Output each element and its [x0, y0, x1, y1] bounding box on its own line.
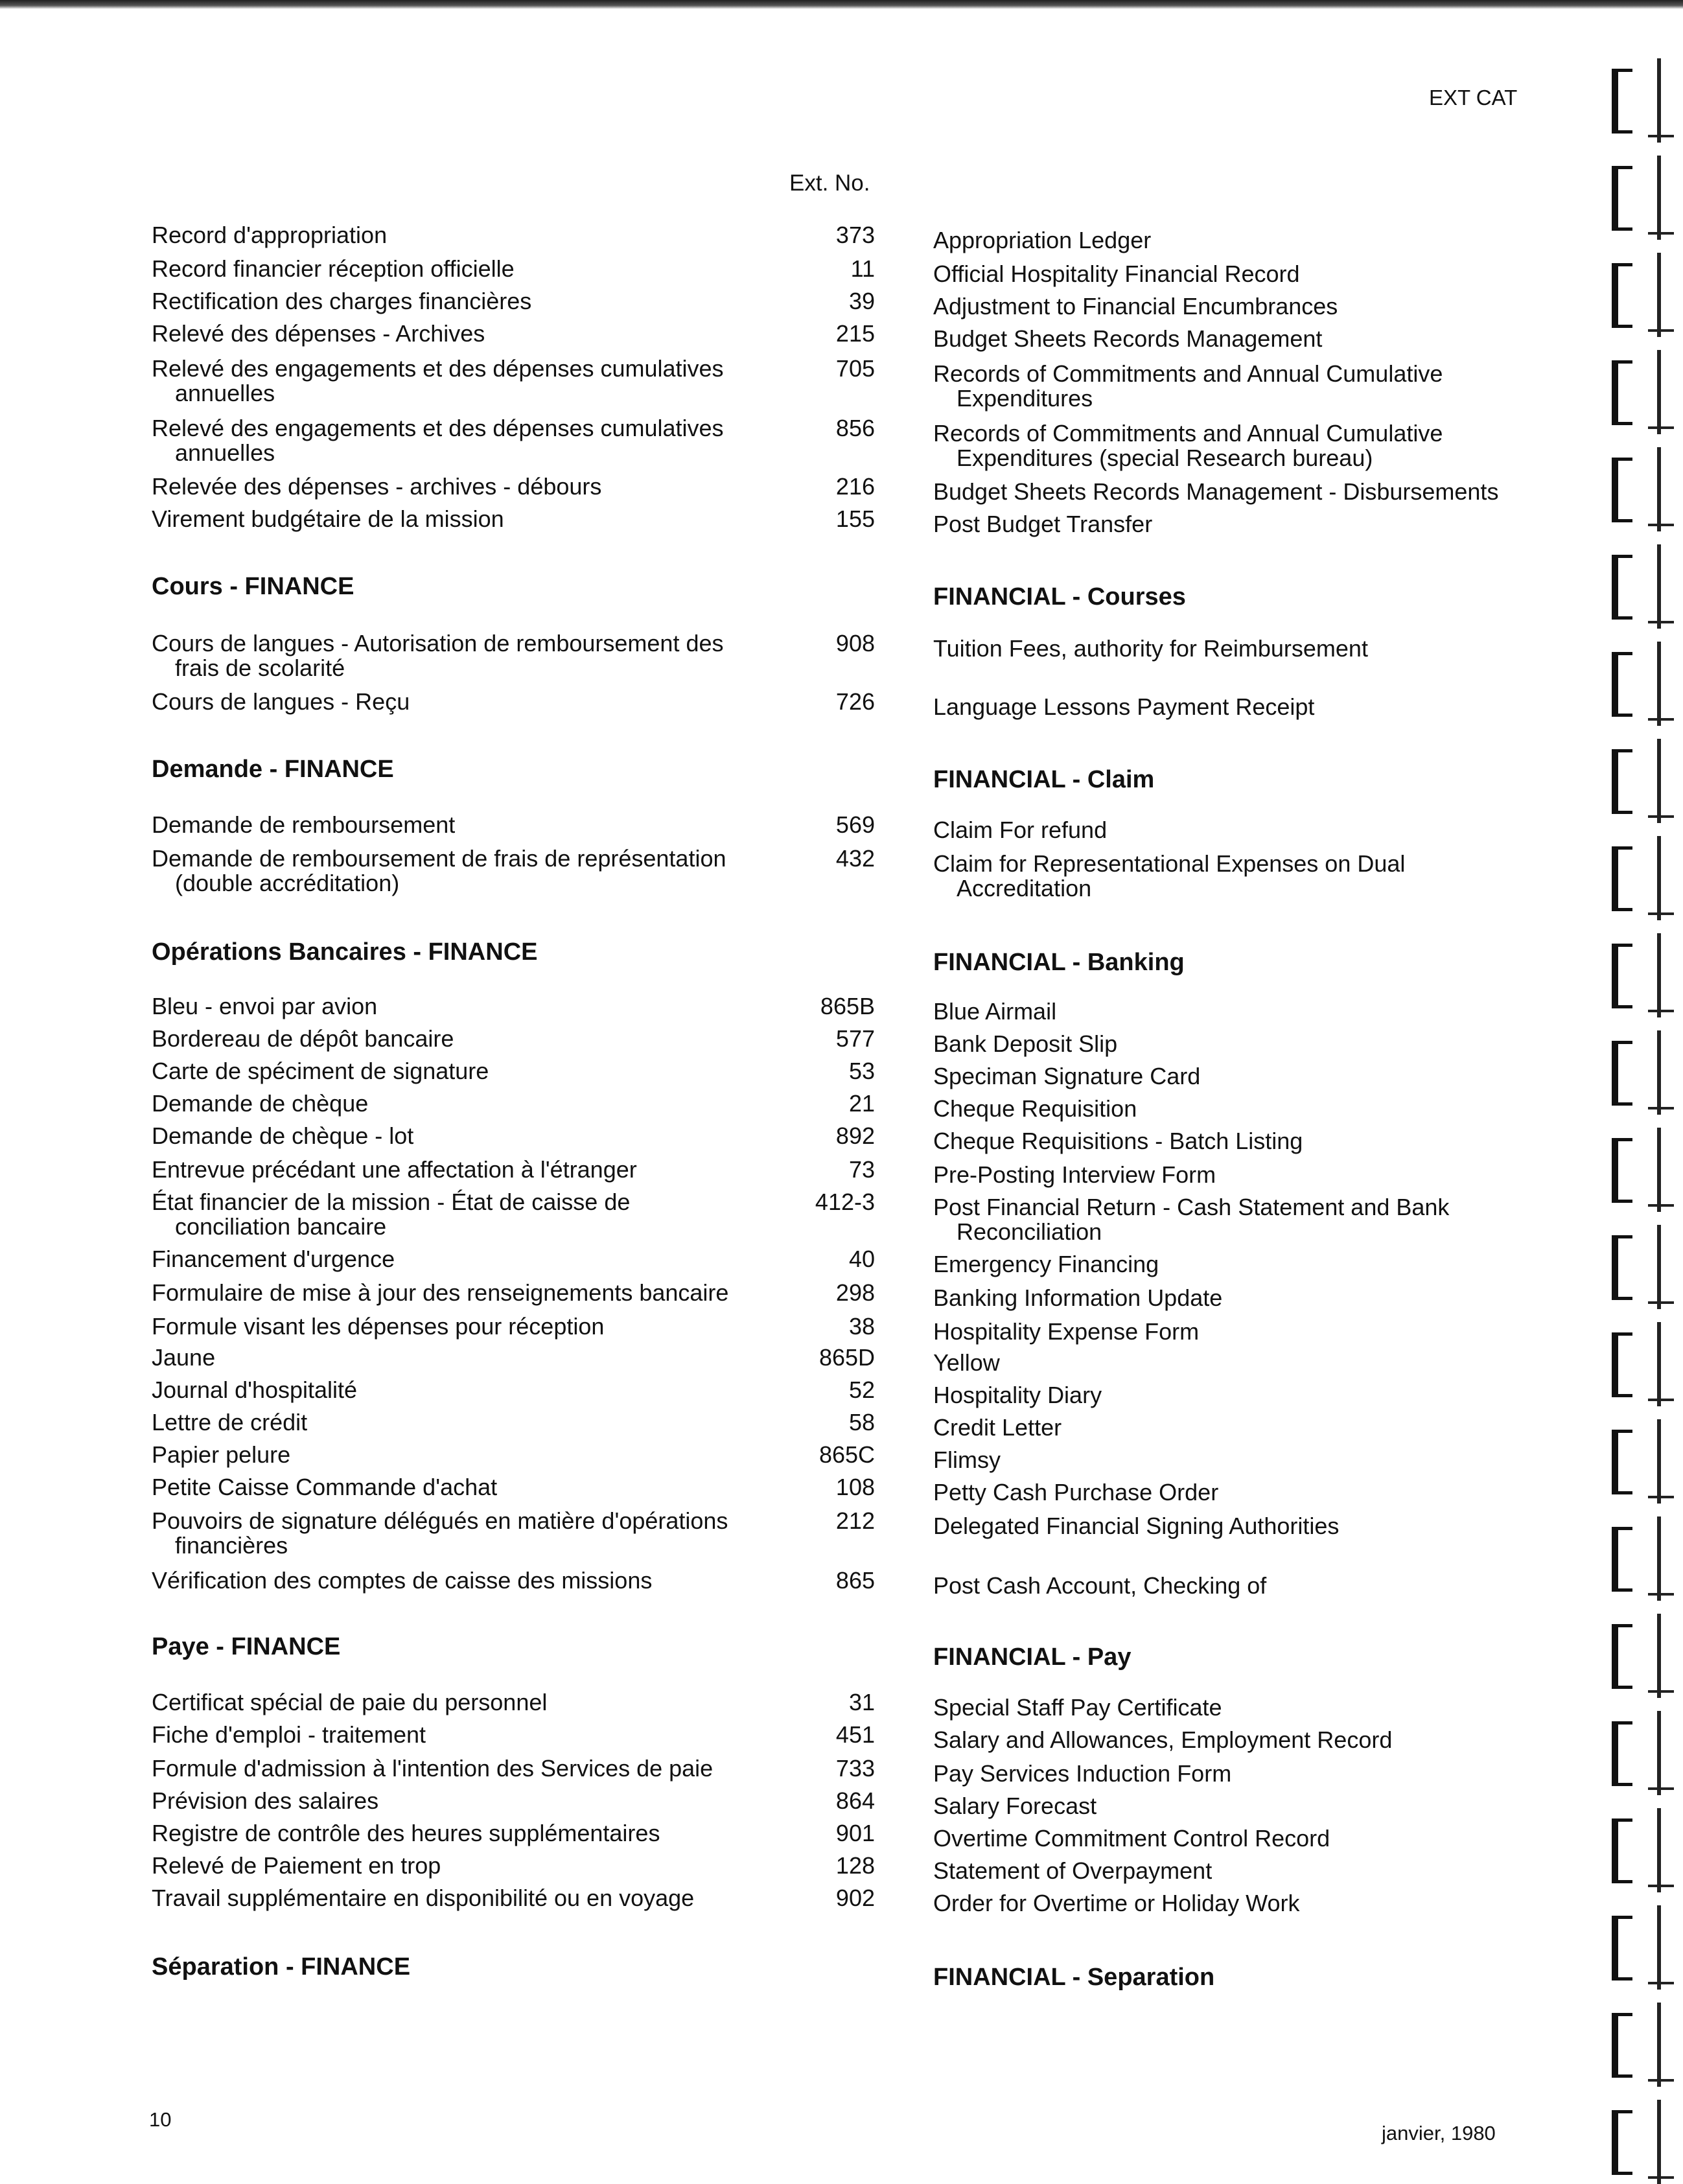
ext-number: 864 [835, 1787, 875, 1814]
form-title-fr [152, 356, 748, 406]
title-line: Cheque Requisition [933, 1095, 1137, 1122]
form-title-en [933, 480, 1529, 504]
title-line: Salary Forecast [933, 1793, 1097, 1819]
ext-number: 21 [848, 1090, 875, 1117]
form-title-en [933, 852, 1529, 901]
section-heading-fr [152, 757, 748, 782]
title-line: Cours de langues - Autorisation de remboursement des [152, 630, 724, 656]
form-title-fr [152, 1059, 748, 1084]
ext-number: 40 [848, 1246, 875, 1272]
title-line: Credit Letter [933, 1414, 1062, 1441]
form-title-en [933, 362, 1529, 411]
form-title-fr [152, 1443, 748, 1467]
form-title-fr [152, 846, 748, 896]
publication-date: janvier, 1980 [1382, 2122, 1496, 2144]
title-line: Blue Airmail [933, 998, 1057, 1025]
ext-number: 216 [835, 473, 875, 500]
title-line: Statement of Overpayment [933, 1857, 1213, 1884]
form-title-en [933, 1448, 1529, 1472]
form-title-en [933, 1480, 1529, 1505]
title-line: Language Lessons Payment Receipt [933, 693, 1315, 720]
title-line: Petty Cash Purchase Order [933, 1479, 1219, 1505]
ext-number: 902 [835, 1885, 875, 1911]
form-title-en [933, 512, 1529, 537]
title-line: Fiche d'emploi - traitement [152, 1721, 426, 1748]
title-line: Jaune [152, 1344, 216, 1371]
binding-ring [1586, 2003, 1683, 2087]
form-title-en [933, 1032, 1529, 1056]
form-title-fr [152, 1281, 748, 1305]
ext-number: 128 [835, 1852, 875, 1879]
title-line: Journal d'hospitalité [152, 1377, 358, 1403]
title-continuation: Expenditures (special Research bureau) [957, 445, 1373, 471]
section-heading-en [933, 1645, 1529, 1669]
binding-ring [1586, 156, 1683, 240]
title-line: Carte de spéciment de signature [152, 1058, 489, 1084]
title-line: Demande de chèque - lot [152, 1122, 414, 1149]
title-line: Cours de langues - Reçu [152, 688, 410, 715]
form-title-en [933, 818, 1529, 842]
ext-number: 569 [835, 811, 875, 838]
form-title-en [933, 421, 1529, 470]
ext-number: 856 [835, 415, 875, 441]
ext-number: 215 [835, 320, 875, 347]
form-title-fr [152, 1509, 748, 1558]
form-title-en [933, 1859, 1529, 1883]
form-title-en [933, 1891, 1529, 1916]
form-title-en [933, 1252, 1529, 1277]
ext-number: 373 [835, 222, 875, 248]
ext-number: 865C [818, 1441, 875, 1468]
title-continuation: frais de scolarité [175, 655, 345, 681]
form-title-en [933, 1163, 1529, 1187]
title-line: Pouvoirs de signature délégués en matière d'opérations [152, 1507, 728, 1534]
title-line: Petite Caisse Commande d'achat [152, 1474, 498, 1500]
title-continuation: annuelles [175, 439, 275, 466]
section-heading-fr [152, 940, 748, 964]
binding-ring [1586, 1322, 1683, 1406]
title-line: FINANCIAL - Claim [933, 766, 1155, 793]
form-title-en [933, 1097, 1529, 1121]
form-title-fr [152, 1027, 748, 1051]
title-line: État financier de la mission - État de caisse de [152, 1189, 631, 1215]
title-line: Post Budget Transfer [933, 511, 1153, 537]
ext-number: 865 [835, 1567, 875, 1594]
title-continuation: annuelles [175, 380, 275, 406]
form-title-en [933, 1286, 1529, 1310]
title-line: Travail supplémentaire en disponibilité ou en voyage [152, 1885, 695, 1911]
title-line: Cheque Requisitions - Batch Listing [933, 1128, 1303, 1154]
form-title-fr [152, 289, 748, 314]
title-line: Overtime Commitment Control Record [933, 1825, 1330, 1852]
title-line: Financement d'urgence [152, 1246, 395, 1272]
title-line: Delegated Financial Signing Authorities [933, 1513, 1340, 1539]
ext-number: 155 [835, 505, 875, 532]
title-line: Claim for Representational Expenses on Dual [933, 850, 1406, 877]
title-line: Paye - FINANCE [152, 1633, 341, 1660]
binding-ring [1586, 1128, 1683, 1212]
spiral-binding [1586, 0, 1683, 2150]
ext-number: 73 [848, 1156, 875, 1183]
title-continuation: Accreditation [957, 875, 1092, 901]
title-continuation: Expenditures [957, 385, 1093, 412]
form-title-fr [152, 1853, 748, 1878]
title-line: Relevé des engagements et des dépenses cumulatives [152, 355, 724, 382]
form-title-fr [152, 1190, 748, 1239]
form-title-fr [152, 1756, 748, 1781]
title-line: Demande de chèque [152, 1090, 369, 1117]
section-heading-fr [152, 1634, 748, 1659]
section-heading-fr [152, 1955, 748, 1979]
form-title-fr [152, 474, 748, 499]
binding-ring [1586, 58, 1683, 143]
title-continuation: Reconciliation [957, 1218, 1102, 1245]
section-heading-en [933, 585, 1529, 609]
form-title-fr [152, 1091, 748, 1116]
binding-ring [1586, 1614, 1683, 1698]
form-title-fr [152, 690, 748, 714]
title-line: Emergency Financing [933, 1251, 1159, 1277]
title-line: Vérification des comptes de caisse des missions [152, 1567, 653, 1594]
form-title-en [933, 695, 1529, 719]
ext-number: 865D [818, 1344, 875, 1371]
form-title-fr [152, 257, 748, 281]
catalogue-code: EXT CAT [1429, 86, 1518, 110]
title-line: Certificat spécial de paie du personnel [152, 1689, 548, 1715]
form-title-fr [152, 223, 748, 248]
section-heading-en [933, 767, 1529, 792]
ext-number: 53 [848, 1058, 875, 1084]
title-line: Banking Information Update [933, 1284, 1223, 1311]
title-line: Budget Sheets Records Management [933, 325, 1323, 352]
form-title-en [933, 1826, 1529, 1851]
binding-ring [1586, 253, 1683, 337]
title-line: Bank Deposit Slip [933, 1030, 1118, 1057]
ext-number: 908 [835, 630, 875, 656]
ext-number: 726 [835, 688, 875, 715]
title-line: Demande de remboursement [152, 811, 456, 838]
form-title-fr [152, 1345, 748, 1370]
title-line: FINANCIAL - Banking [933, 949, 1185, 976]
form-title-en [933, 1728, 1529, 1752]
binding-ring [1586, 1225, 1683, 1309]
form-title-fr [152, 1723, 748, 1747]
form-title-fr [152, 1314, 748, 1339]
title-line: Prévision des salaires [152, 1787, 379, 1814]
binding-ring [1586, 642, 1683, 726]
ext-number: 38 [848, 1313, 875, 1340]
form-title-en [933, 636, 1529, 661]
ext-number: 298 [835, 1279, 875, 1306]
title-line: Entrevue précédant une affectation à l'étranger [152, 1156, 637, 1183]
title-line: Records of Commitments and Annual Cumulative [933, 360, 1443, 387]
title-line: Budget Sheets Records Management - Disbursements [933, 478, 1499, 505]
form-title-fr [152, 507, 748, 531]
form-title-fr [152, 1886, 748, 1911]
binding-ring [1586, 933, 1683, 1017]
title-line: Pre-Posting Interview Form [933, 1161, 1216, 1188]
title-line: Record financier réception officielle [152, 255, 515, 282]
ext-number: 11 [850, 255, 875, 282]
form-title-en [933, 1351, 1529, 1375]
form-title-en [933, 1195, 1529, 1244]
title-line: Yellow [933, 1349, 1000, 1376]
form-title-en [933, 327, 1529, 351]
title-line: Official Hospitality Financial Record [933, 261, 1300, 287]
form-title-en [933, 1794, 1529, 1818]
form-title-en [933, 1129, 1529, 1154]
title-line: Cours - FINANCE [152, 573, 354, 600]
title-line: Formulaire de mise à jour des renseignements bancaire [152, 1279, 729, 1306]
form-title-fr [152, 1124, 748, 1148]
title-line: Tuition Fees, authority for Reimbursement [933, 635, 1368, 662]
binding-ring [1586, 1516, 1683, 1601]
form-title-fr [152, 813, 748, 837]
form-title-en [933, 1574, 1529, 1598]
title-line: Rectification des charges financières [152, 288, 532, 314]
title-line: Virement budgétaire de la mission [152, 505, 504, 532]
ext-number: 432 [835, 845, 875, 872]
title-line: Hospitality Expense Form [933, 1318, 1200, 1345]
form-title-fr [152, 1157, 748, 1182]
binding-ring [1586, 2100, 1683, 2184]
title-line: Registre de contrôle des heures supplémentaires [152, 1820, 660, 1846]
title-continuation: conciliation bancaire [175, 1213, 387, 1240]
title-continuation: (double accréditation) [175, 870, 400, 896]
form-title-en [933, 228, 1529, 253]
form-title-fr [152, 631, 748, 680]
ext-number: 412-3 [815, 1189, 875, 1215]
scan-top-edge [0, 0, 1683, 9]
binding-ring [1586, 1419, 1683, 1504]
title-line: Post Financial Return - Cash Statement and Bank [933, 1194, 1450, 1220]
form-title-en [933, 1761, 1529, 1786]
title-line: Séparation - FINANCE [152, 1953, 411, 1981]
title-line: Papier pelure [152, 1441, 291, 1468]
title-line: Demande de remboursement de frais de représentation [152, 845, 726, 872]
form-title-en [933, 999, 1529, 1024]
form-title-fr [152, 321, 748, 346]
ext-number: 865B [820, 993, 875, 1019]
title-line: Hospitality Diary [933, 1382, 1102, 1408]
title-line: Opérations Bancaires - FINANCE [152, 938, 538, 966]
form-title-fr [152, 1690, 748, 1715]
ext-number: 108 [835, 1474, 875, 1500]
ext-number: 52 [848, 1377, 875, 1403]
binding-ring [1586, 1030, 1683, 1115]
form-title-fr [152, 994, 748, 1019]
title-line: Order for Overtime or Holiday Work [933, 1890, 1300, 1916]
ext-number: 31 [848, 1689, 875, 1715]
form-title-en [933, 1514, 1529, 1539]
title-line: Adjustment to Financial Encumbrances [933, 293, 1338, 319]
title-line: Special Staff Pay Certificate [933, 1694, 1222, 1721]
ext-number: 892 [835, 1122, 875, 1149]
title-line: Relevée des dépenses - archives - débours [152, 473, 602, 500]
title-line: Record d'appropriation [152, 222, 388, 248]
title-line: Formule d'admission à l'intention des Services de paie [152, 1755, 714, 1782]
binding-ring [1586, 544, 1683, 629]
title-line: Salary and Allowances, Employment Record [933, 1726, 1393, 1753]
ext-number: 901 [835, 1820, 875, 1846]
binding-ring [1586, 739, 1683, 823]
binding-ring [1586, 1711, 1683, 1795]
ext-number: 733 [835, 1755, 875, 1782]
form-title-en [933, 262, 1529, 286]
title-line: Pay Services Induction Form [933, 1760, 1232, 1787]
title-line: FINANCIAL - Separation [933, 1964, 1215, 1991]
section-heading-en [933, 1965, 1529, 1990]
section-heading-en [933, 950, 1529, 975]
form-title-fr [152, 1475, 748, 1500]
title-line: Appropriation Ledger [933, 227, 1152, 253]
form-title-fr [152, 1789, 748, 1813]
section-heading-fr [152, 574, 748, 599]
form-title-fr [152, 1410, 748, 1435]
title-line: Demande - FINANCE [152, 756, 394, 783]
form-title-en [933, 1064, 1529, 1089]
binding-ring [1586, 836, 1683, 920]
title-line: Relevé des engagements et des dépenses cumulatives [152, 415, 724, 441]
ext-number: 212 [835, 1507, 875, 1534]
form-title-fr [152, 416, 748, 465]
ext-number: 577 [835, 1025, 875, 1052]
title-line: Post Cash Account, Checking of [933, 1572, 1267, 1599]
binding-ring [1586, 1808, 1683, 1892]
form-title-en [933, 1383, 1529, 1408]
binding-ring [1586, 1905, 1683, 1990]
form-title-en [933, 1695, 1529, 1720]
binding-ring [1586, 447, 1683, 531]
binding-ring [1586, 350, 1683, 434]
page-number: 10 [149, 2108, 172, 2131]
form-title-en [933, 294, 1529, 319]
title-line: Formule visant les dépenses pour réception [152, 1313, 605, 1340]
form-title-fr [152, 1378, 748, 1402]
title-line: Relevé de Paiement en trop [152, 1852, 441, 1879]
title-line: Relevé des dépenses - Archives [152, 320, 485, 347]
ext-no-column-header: Ext. No. [789, 170, 870, 196]
form-title-en [933, 1415, 1529, 1440]
ext-number: 451 [835, 1721, 875, 1748]
title-line: FINANCIAL - Pay [933, 1644, 1132, 1671]
form-title-fr [152, 1568, 748, 1593]
title-line: Claim For refund [933, 817, 1108, 843]
title-line: Records of Commitments and Annual Cumulative [933, 420, 1443, 447]
title-line: Flimsy [933, 1446, 1001, 1473]
title-line: Bordereau de dépôt bancaire [152, 1025, 454, 1052]
ext-number: 39 [848, 288, 875, 314]
form-title-en [933, 1319, 1529, 1344]
title-line: Speciman Signature Card [933, 1063, 1201, 1089]
title-line: Lettre de crédit [152, 1409, 308, 1435]
title-continuation: financières [175, 1532, 288, 1559]
form-title-fr [152, 1247, 748, 1272]
ext-number: 58 [848, 1409, 875, 1435]
title-line: Bleu - envoi par avion [152, 993, 378, 1019]
form-title-fr [152, 1821, 748, 1846]
title-line: FINANCIAL - Courses [933, 583, 1186, 610]
ext-number: 705 [835, 355, 875, 382]
